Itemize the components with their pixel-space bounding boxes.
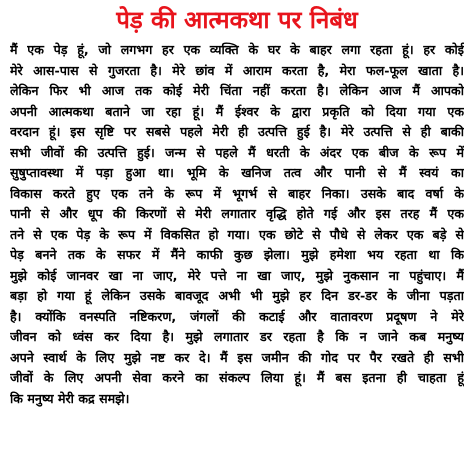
essay-title: पेड़ की आत्मकथा पर निबंध <box>116 6 358 34</box>
essay-line: पानी से और धूप की किरणों से मेरी लगातार वृद्धि होते गई और इस तरह मैं एक <box>10 206 464 221</box>
essay-line: जीवों के लिए अपनी सेवा करने का संकल्प लिया हूं। मैं बस इतना ही चाहता हूं <box>10 370 464 385</box>
essay-line: लेकिन फिर भी आज तक कोई मेरी चिंता नहीं करता है। लेकिन आज मैं आपको <box>10 83 464 98</box>
essay-body <box>10 40 464 409</box>
essay-line: अपने स्वार्थ के लिए मुझे नष्ट कर दे। मैं इस जमीन की गोद पर पैर रखते ही सभी <box>10 349 464 365</box>
essay-line: जीवन को ध्वंस कर दिया है। मुझे लगातार डर रहता है कि न जाने कब मनुष्य <box>10 329 464 344</box>
essay-line: सभी जीवों की उत्पत्ति हुई। जन्म से पहले मैं धरती के अंदर एक बीज के रूप में <box>10 144 464 160</box>
essay-line: वरदान हूं। इस सृष्टि पर सबसे पहले मेरी ही उत्पत्ति हुई है। मेरे उत्पत्ति से ही बाकी <box>10 124 464 139</box>
essay-line: पेड़ बनने तक के सफर में मैंने काफी कुछ झेला। मुझे हमेशा भय रहता था कि <box>10 247 464 262</box>
essay-line: कि मनुष्य मेरी कद्र समझे। <box>10 390 130 406</box>
essay-line: मेरे आस-पास से गुजरता है। मेरे छांव में आराम करता है, मेरा फल-फूल खाता है। <box>10 62 464 78</box>
essay-line: अपनी आत्मकथा बताने जा रहा हूं। मैं ईश्वर के द्वारा प्रकृति को दिया गया एक <box>10 103 464 119</box>
essay-line: मैं एक पेड़ हूं, जो लगभग हर एक व्यक्ति के घर के बाहर लगा रहता हूं। हर कोई <box>10 42 464 57</box>
essay-line: बड़ा हो गया हूं लेकिन उसके बावजूद अभी भी मुझे हर दिन डर-डर के जीना पड़ता <box>10 288 464 303</box>
essay-line: सुषुप्तावस्था में पड़ा हुआ था। भूमि के खनिज तत्व और पानी से मैं स्वयं का <box>10 165 464 180</box>
essay-line: विकास करते हुए एक तने के रूप में भूगर्भ से बाहर निका। उसके बाद वर्षा के <box>10 185 464 201</box>
essay-line: तने से एक पेड़ के रूप में विकसित हो गया। एक छोटे से पौधे से लेकर एक बड़े से <box>10 226 464 242</box>
essay-line: है। क्योंकि वनस्पति नष्टिकरण, जंगलों की कटाई और वातावरण प्रदूषण ने मेरे <box>10 308 464 324</box>
essay-line: मुझे कोई जानवर खा ना जाए, मेरे पत्ते ना खा जाए, मुझे नुकसान ना पहुंचाए। मैं <box>10 267 464 283</box>
